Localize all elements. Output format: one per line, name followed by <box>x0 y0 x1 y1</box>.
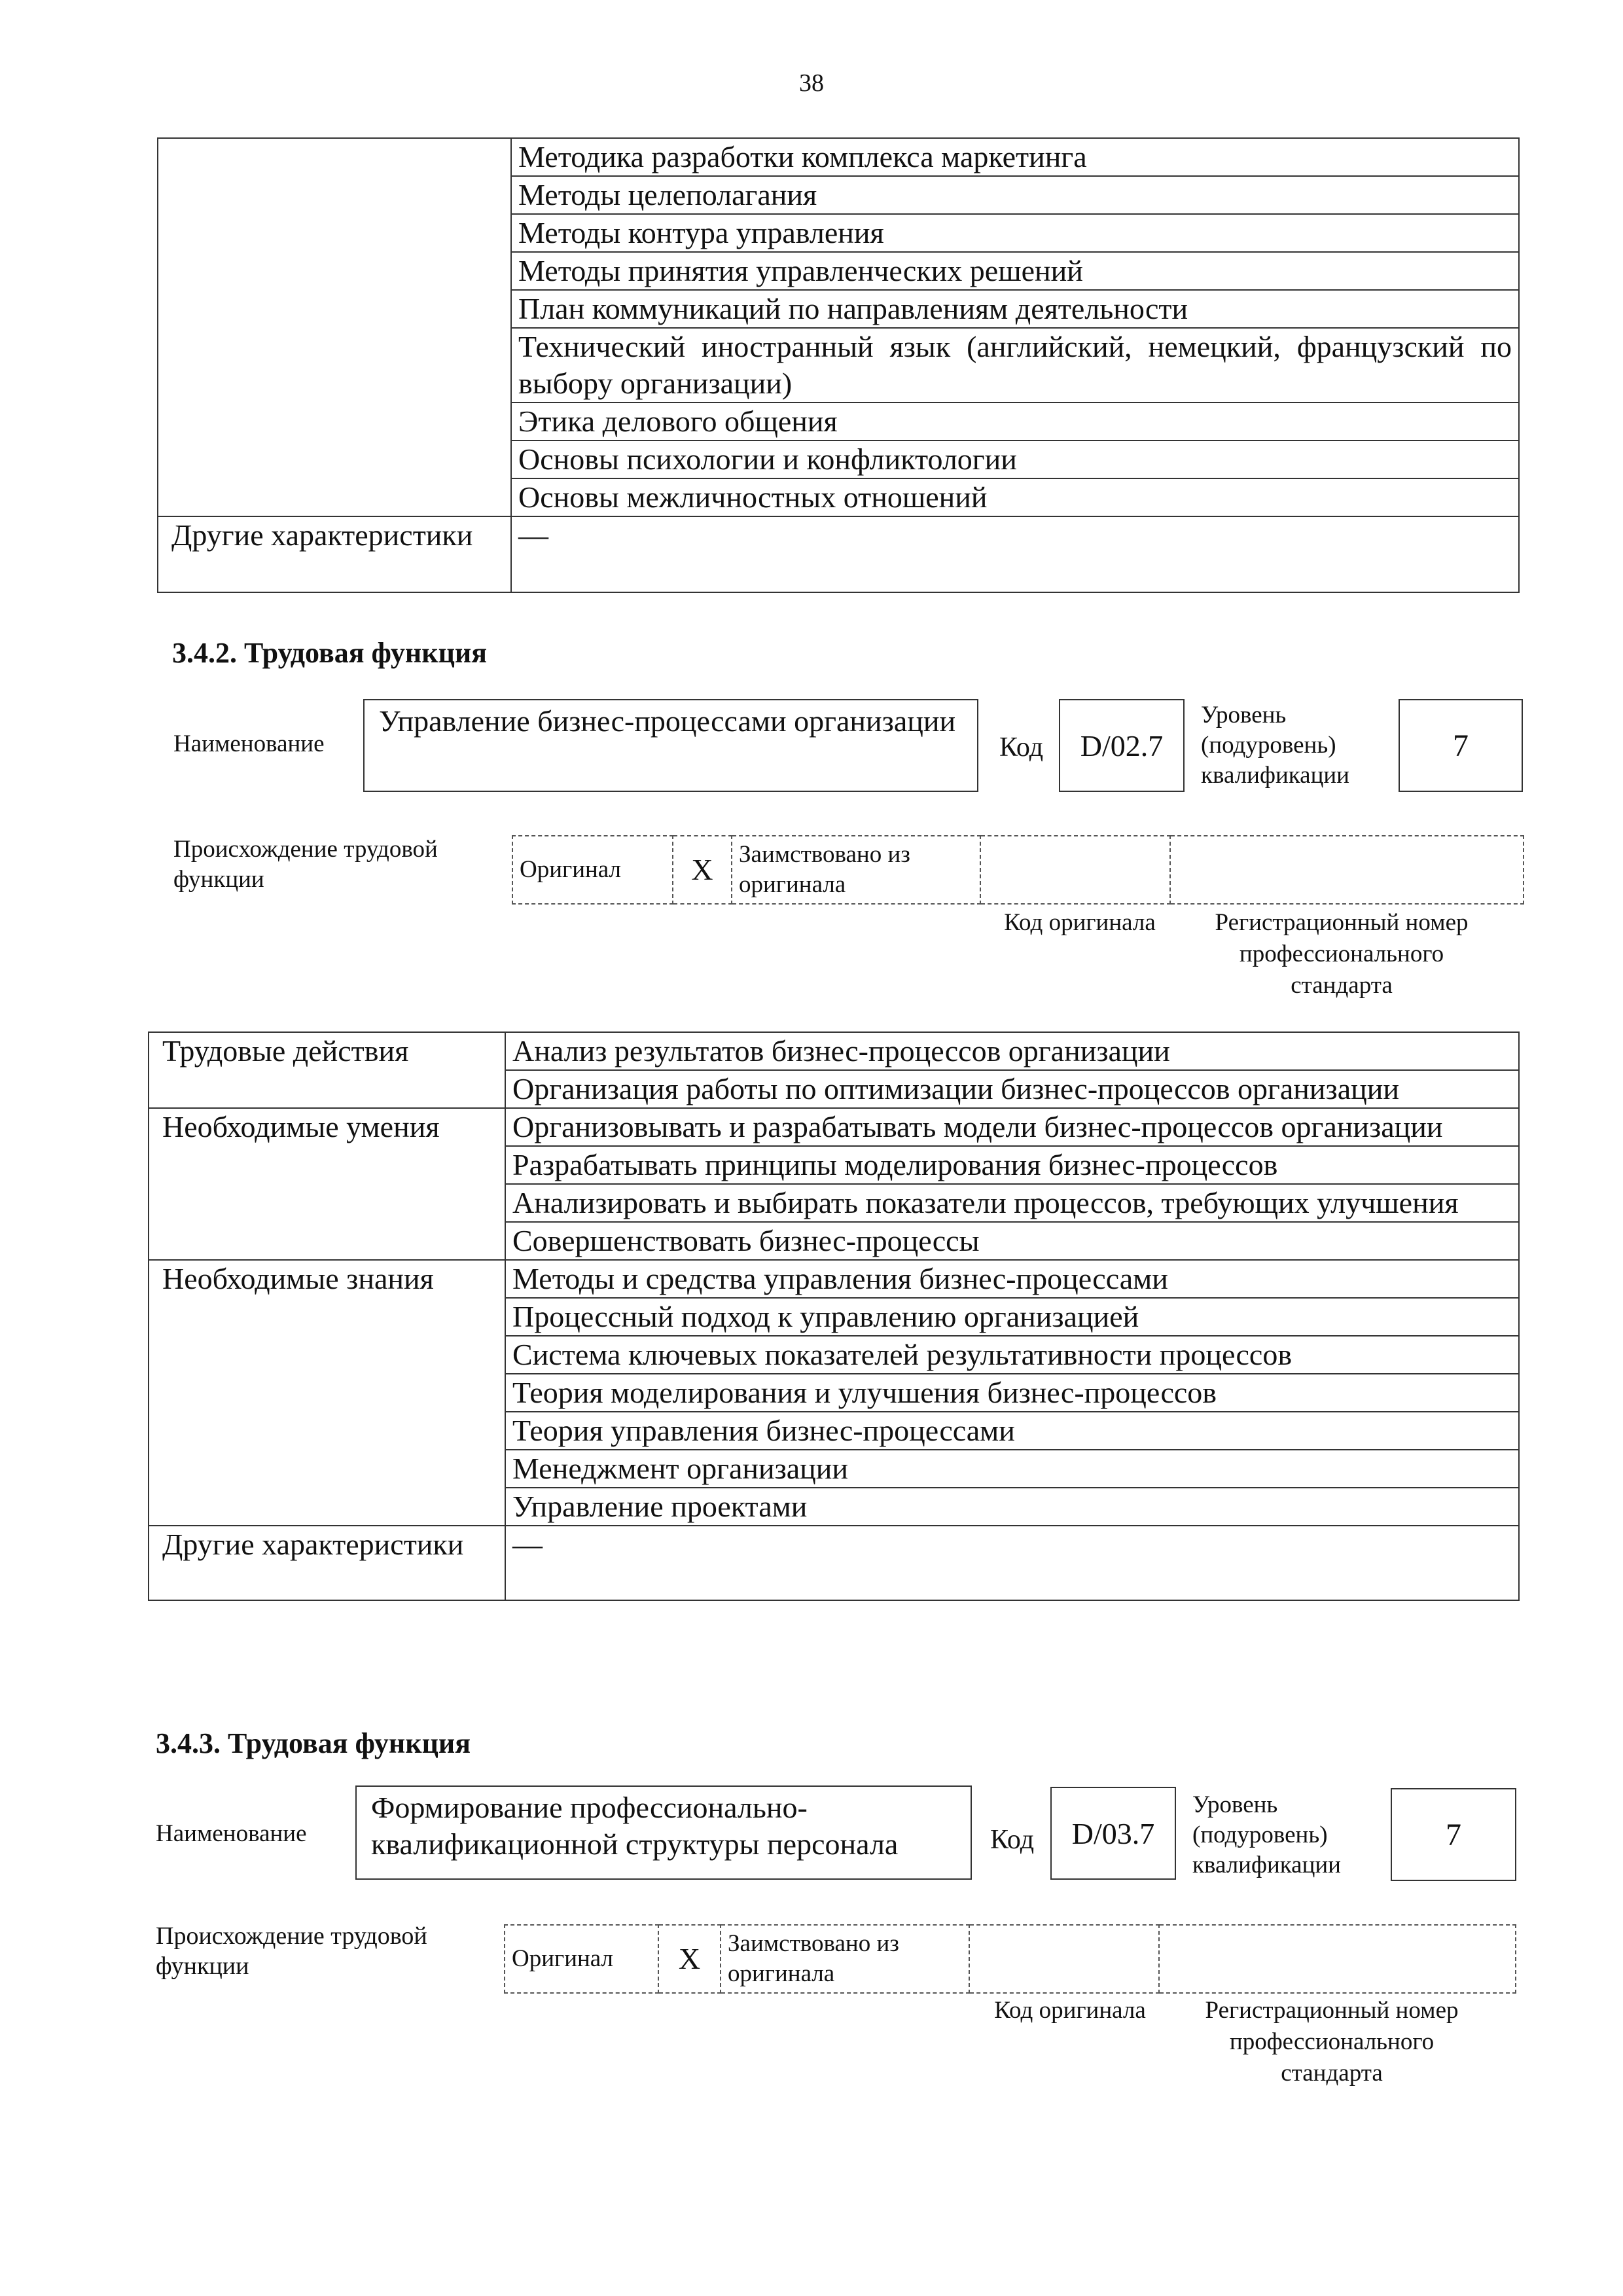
section-heading-342: 3.4.2. Трудовая функция <box>172 637 488 669</box>
actions-label: Трудовые действия <box>149 1032 505 1108</box>
origin-label: Происхождение трудовой функции <box>156 1922 427 1980</box>
original-code-note: Код оригинала <box>994 1997 1146 2024</box>
skill-item: Разрабатывать принципы моделирования бизнес-процессов <box>505 1146 1519 1184</box>
knowledge-item: План коммуникаций по направлениям деятельности <box>511 290 1519 328</box>
top-table <box>157 137 1520 593</box>
other-characteristics-label: Другие характеристики <box>158 516 511 592</box>
original-mark: X <box>673 836 732 904</box>
knowledge-label-cell <box>158 138 511 516</box>
function-name-box: Формирование профессионально-квалификационной структуры персонала <box>355 1785 972 1880</box>
level-label: Уровень (подуровень) квалификации <box>1192 1791 1341 1878</box>
borrowed-label: Заимствовано из оригинала <box>721 1925 969 1993</box>
code-label: Код <box>999 732 1044 762</box>
knowledge-item: Процессный подход к управлению организацией <box>505 1298 1519 1336</box>
knowledge-item: Этика делового общения <box>511 403 1519 440</box>
knowledge-label: Необходимые знания <box>149 1260 505 1526</box>
skill-item: Организовывать и разрабатывать модели бизнес-процессов организации <box>505 1108 1519 1146</box>
original-label: Оригинал <box>505 1925 658 1993</box>
knowledge-item: Теория моделирования и улучшения бизнес-процессов <box>505 1374 1519 1412</box>
knowledge-item: Методы принятия управленческих решений <box>511 252 1519 290</box>
section-heading-343: 3.4.3. Трудовая функция <box>156 1727 471 1759</box>
other-characteristics-value: — <box>505 1526 1519 1600</box>
name-label: Наименование <box>156 1820 307 1847</box>
knowledge-item: Методы целеполагания <box>511 176 1519 214</box>
action-item: Организация работы по оптимизации бизнес-процессов организации <box>505 1070 1519 1108</box>
code-box: D/03.7 <box>1050 1787 1176 1880</box>
original-code-cell <box>969 1925 1159 1993</box>
knowledge-item: Теория управления бизнес-процессами <box>505 1412 1519 1450</box>
knowledge-item: Методы и средства управления бизнес-процессами <box>505 1260 1519 1298</box>
knowledge-item: Менеджмент организации <box>505 1450 1519 1488</box>
skill-item: Совершенствовать бизнес-процессы <box>505 1222 1519 1260</box>
origin-table <box>512 835 1524 905</box>
knowledge-item: Методика разработки комплекса маркетинга <box>511 138 1519 176</box>
knowledge-item: Управление проектами <box>505 1488 1519 1526</box>
original-code-cell <box>980 836 1170 904</box>
registration-number-cell <box>1159 1925 1516 1993</box>
skills-label: Необходимые умения <box>149 1108 505 1260</box>
other-characteristics-value: — <box>511 516 1519 592</box>
level-box: 7 <box>1399 699 1523 792</box>
code-box: D/02.7 <box>1059 699 1185 792</box>
name-label: Наименование <box>173 730 325 757</box>
registration-number-note: Регистрационный номер профессионального стандарта <box>1205 1997 1459 2087</box>
borrowed-label: Заимствовано из оригинала <box>732 836 980 904</box>
original-label: Оригинал <box>512 836 673 904</box>
level-label: Уровень (подуровень) квалификации <box>1201 702 1349 789</box>
skill-item: Анализировать и выбирать показатели процессов, требующих улучшения <box>505 1184 1519 1222</box>
origin-label: Происхождение трудовой функции <box>173 836 438 893</box>
knowledge-item: Методы контура управления <box>511 214 1519 252</box>
knowledge-item: Технический иностранный язык (английский, немецкий, французский по выбору организации) <box>511 328 1519 403</box>
knowledge-item: Основы межличностных отношений <box>511 478 1519 516</box>
page-number: 38 <box>799 69 824 97</box>
code-label: Код <box>990 1825 1035 1855</box>
original-code-note: Код оригинала <box>1004 909 1156 936</box>
function-details-table <box>148 1031 1520 1601</box>
level-box: 7 <box>1391 1788 1516 1881</box>
origin-table <box>504 1924 1516 1994</box>
knowledge-item: Основы психологии и конфликтологии <box>511 440 1519 478</box>
registration-number-cell <box>1170 836 1524 904</box>
action-item: Анализ результатов бизнес-процессов организации <box>505 1032 1519 1070</box>
other-characteristics-label: Другие характеристики <box>149 1526 505 1600</box>
original-mark: X <box>658 1925 721 1993</box>
knowledge-item: Система ключевых показателей результативности процессов <box>505 1336 1519 1374</box>
registration-number-note: Регистрационный номер профессионального стандарта <box>1215 909 1469 999</box>
function-name-box: Управление бизнес-процессами организации <box>363 699 978 792</box>
